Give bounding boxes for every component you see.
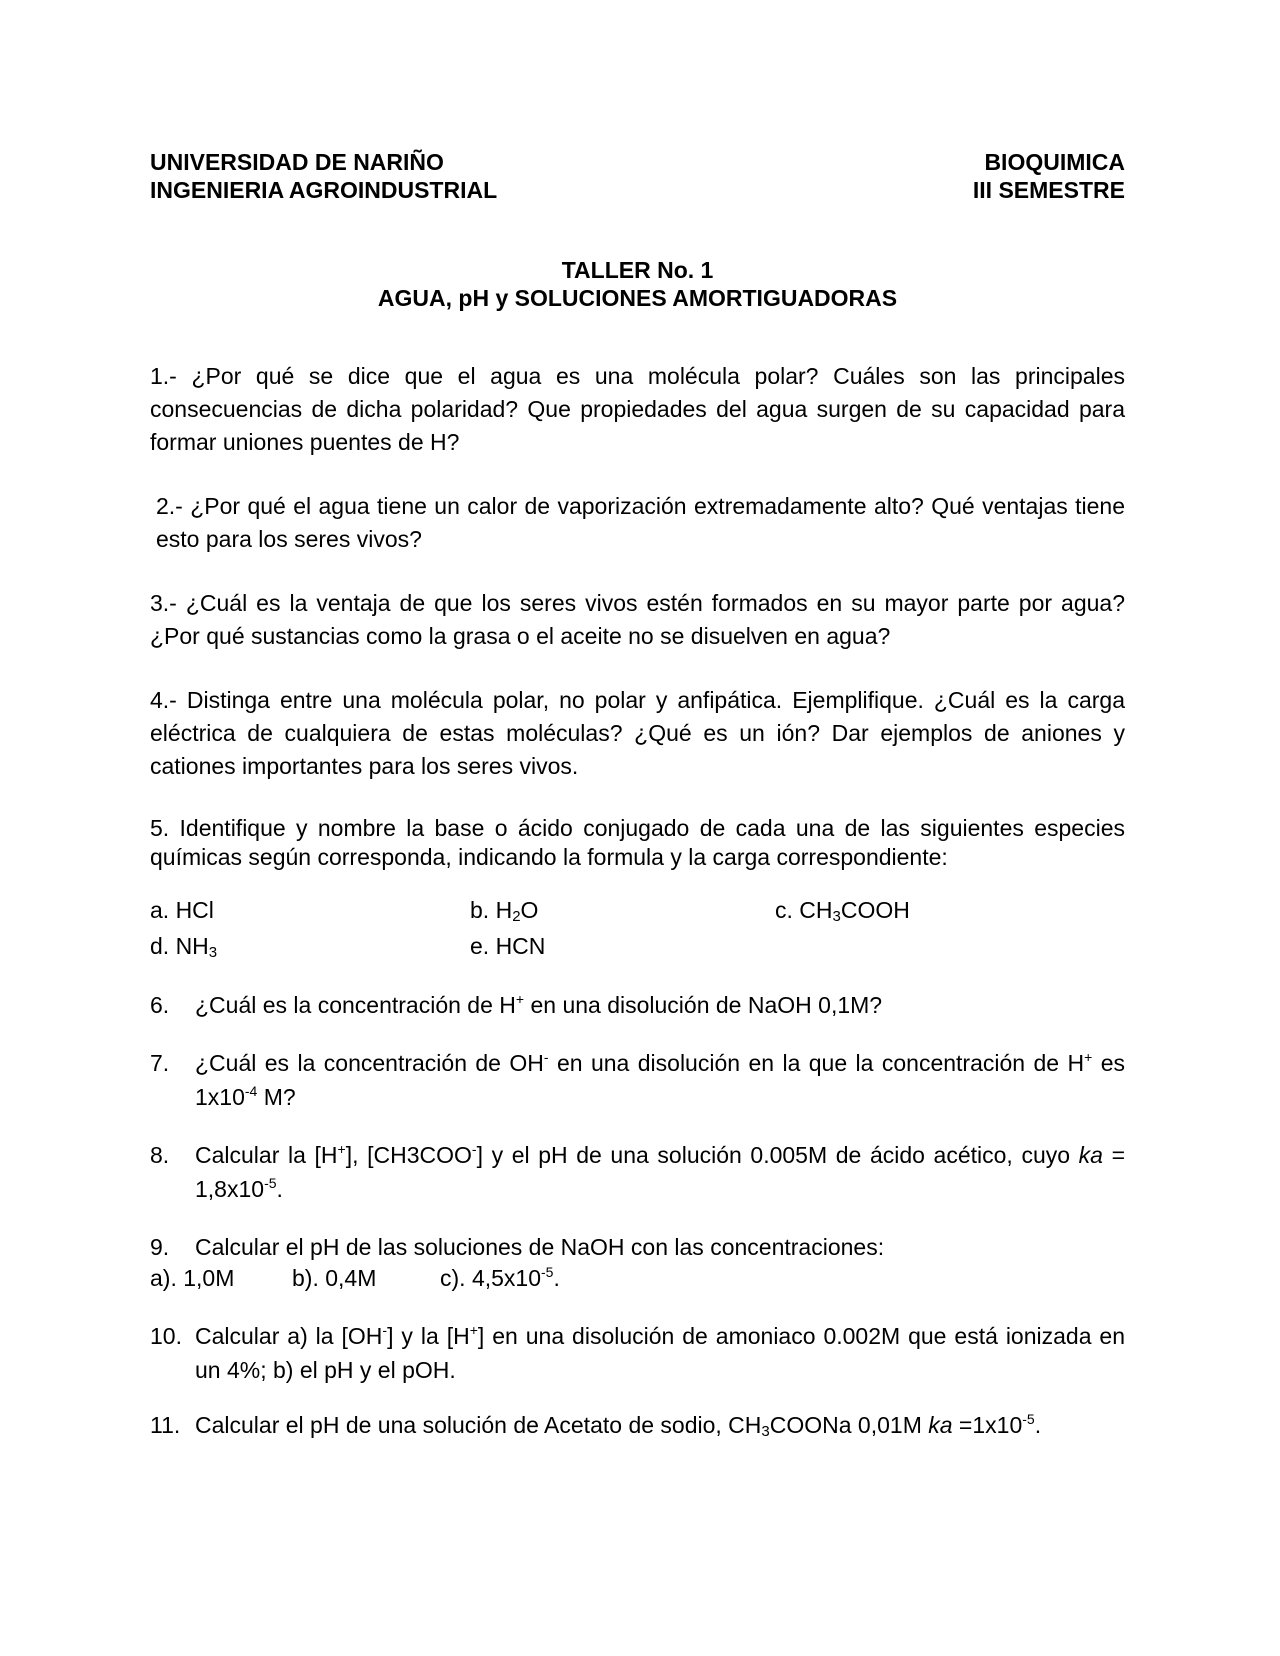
question-8: 8. Calcular la [H+], [CH3COO-] y el pH de una solución 0.005M de ácido acético, cuyo ka = $1,8x10^{-5}$.	[150, 1141, 1126, 1202]
species-e: e. HCN	[470, 933, 546, 959]
document-page	[150, 148, 1125, 1444]
option-c: c). 4,5x10-5.	[440, 1264, 560, 1291]
question-1: 1.- ¿Por qué se dice que el agua es una molécula polar? Cuáles son las principales consecuencias de dicha polaridad? Que propiedades del agua surgen de su capacidad para formar uniones puentes de H?	[150, 363, 1125, 455]
species-b: b. H2O	[470, 897, 539, 925]
question-6: 6. ¿Cuál es la concentración de H+ en una disolución de NaOH 0,1M?	[150, 991, 883, 1018]
header-row-1	[150, 148, 1125, 176]
question-9-options	[150, 1263, 1125, 1297]
question-4: 4.- Distinga entre una molécula polar, no polar y anfipática. Ejemplifique. ¿Cuál es la carga eléctrica de cualquiera de estas moléculas? ¿Qué es un ión? Dar ejemplos de aniones y cationes importantes para los seres vivos.	[150, 687, 1125, 779]
question-7: 7. ¿Cuál es la concentración de OH- en una disolución en la que la concentración de H+ es $1x10^{-4}$ M?	[150, 1049, 1125, 1110]
question-10: 10. Calcular a) la [OH-] y la [H+] en una disolución de amoniaco 0.002M que está ionizada en un 4%; b) el pH y el pOH.	[150, 1322, 1126, 1383]
species-a: a. HCl	[150, 897, 214, 923]
option-a: a). 1,0M	[150, 1265, 235, 1291]
course-name: BIOQUIMICA	[984, 149, 1125, 175]
species-d: d. NH3	[150, 933, 218, 961]
title-line-1: TALLER No. 1	[561, 257, 714, 283]
question-5: 5. Identifique y nombre la base o ácido conjugado de cada una de las siguientes especies químicas según corresponda, indicando la formula y la carga correspondiente:	[150, 815, 1125, 870]
title-line-2: AGUA, pH y SOLUCIONES AMORTIGUADORAS	[377, 285, 898, 311]
question-2: 2.- ¿Por qué el agua tiene un calor de vaporización extremadamente alto? Qué ventajas tiene esto para los seres vivos?	[156, 493, 1125, 552]
species-row-2	[150, 930, 1125, 966]
university-name: UNIVERSIDAD DE NARIÑO	[150, 149, 444, 175]
semester: III SEMESTRE	[972, 177, 1125, 203]
question-9: 9. Calcular el pH de las soluciones de NaOH con las concentraciones:	[150, 1234, 885, 1260]
option-b: b). 0,4M	[292, 1265, 377, 1291]
program-name: INGENIERIA AGROINDUSTRIAL	[150, 177, 498, 203]
species-c: c. CH3COOH	[775, 897, 910, 925]
document-title	[150, 256, 1125, 312]
question-11: 11. Calcular el pH de una solución de Acetato de sodio, CH3COONa 0,01M ka $=1x10^{-5}$.	[150, 1411, 1042, 1440]
question-3: 3.- ¿Cuál es la ventaja de que los seres vivos estén formados en su mayor parte por agua? ¿Por qué sustancias como la grasa o el aceite no se disuelven en agua?	[150, 590, 1125, 649]
header-row-2	[150, 176, 1125, 204]
species-list	[150, 894, 1125, 966]
species-row-1	[150, 894, 1125, 930]
